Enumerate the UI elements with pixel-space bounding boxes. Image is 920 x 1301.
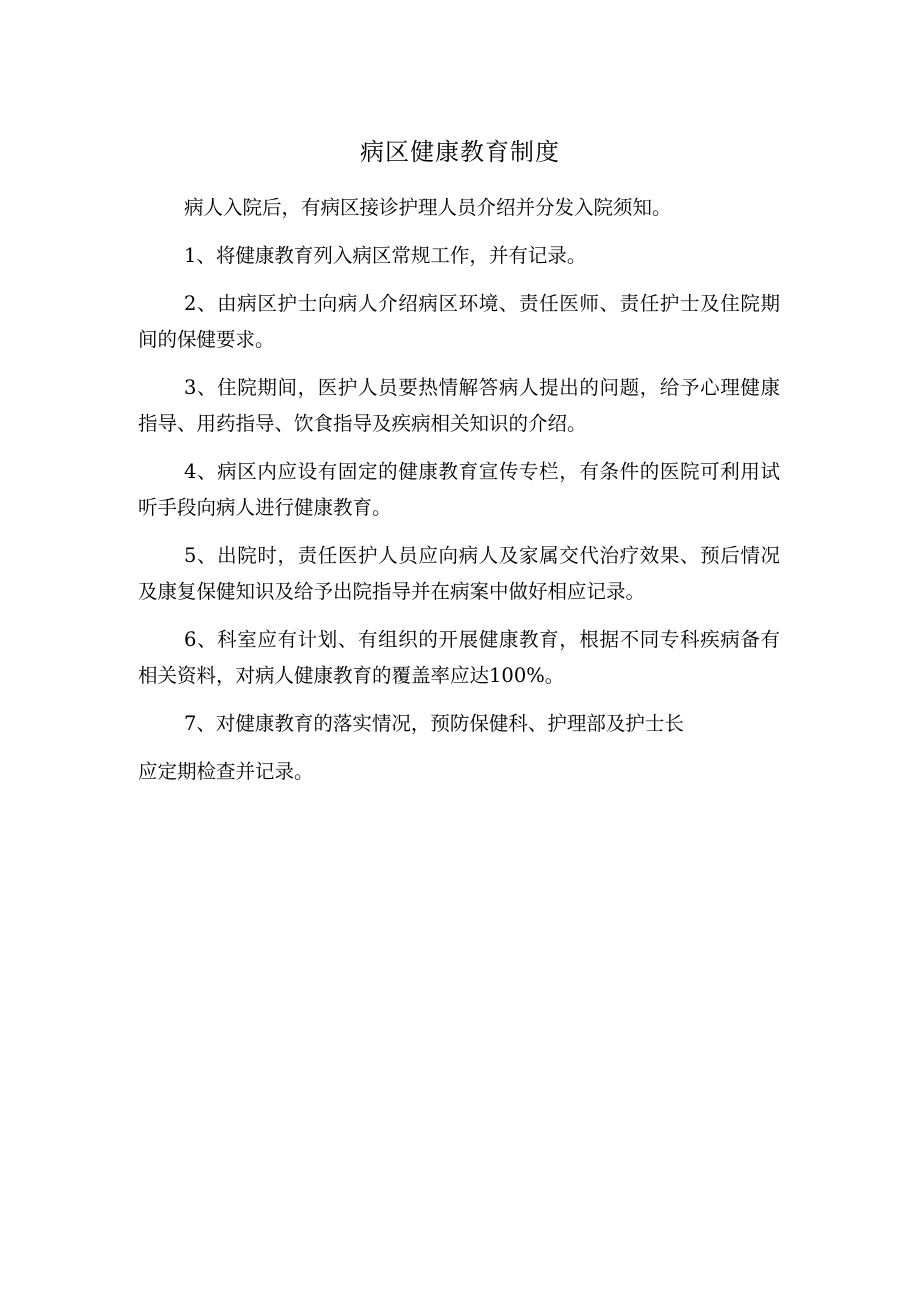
item-5-paragraph: 5、出院时，责任医护人员应向病人及家属交代治疗效果、预后情况及康复保健知识及给予出院指导并在病案中做好相应记录。 [138, 544, 780, 603]
item-7-line-1: 7、对健康教育的落实情况，预防保健科、护理部及护士长 [184, 712, 684, 735]
item-1-paragraph: 1、将健康教育列入病区常规工作，并有记录。 [184, 244, 587, 267]
document-body [138, 190, 780, 790]
item-3-paragraph: 3、住院期间，医护人员要热情解答病人提出的问题，给予心理健康指导、用药指导、饮食指导及疾病相关知识的介绍。 [138, 376, 780, 435]
item-6-paragraph: 6、科室应有计划、有组织的开展健康教育，根据不同专科疾病备有相关资料，对病人健康教育的覆盖率应达100%。 [138, 628, 780, 687]
intro-paragraph: 病人入院后，有病区接诊护理人员介绍并分发入院须知。 [184, 196, 672, 219]
item-2-paragraph: 2、由病区护士向病人介绍病区环境、责任医师、责任护士及住院期间的保健要求。 [138, 292, 780, 351]
item-7-line-2: 应定期检查并记录。 [138, 760, 314, 783]
item-7-paragraph [138, 706, 780, 790]
item-4-paragraph: 4、病区内应设有固定的健康教育宣传专栏，有条件的医院可利用试听手段向病人进行健康教育。 [138, 460, 780, 519]
document-title: 病区健康教育制度 [360, 138, 560, 166]
